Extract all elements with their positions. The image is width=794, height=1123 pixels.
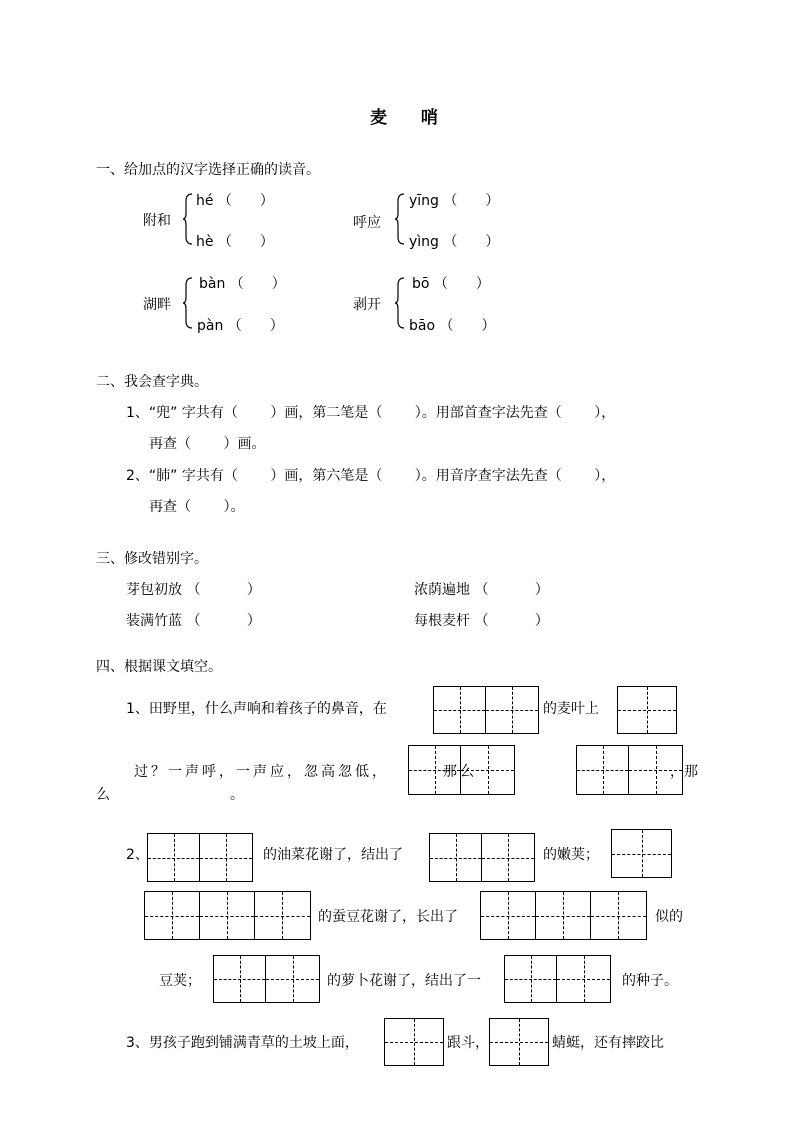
q2-text: 似的: [655, 909, 683, 925]
brace-icon: [183, 277, 193, 329]
q3-text: 蜻蜓，还有摔跤比: [552, 1035, 664, 1051]
writing-grid-2[interactable]: [504, 955, 611, 1003]
q1-text: 那么: [443, 764, 477, 780]
option-bo1: bō （ ）: [412, 276, 490, 292]
q3-text: 3、男孩子跑到铺满青草的土坡上面，: [126, 1035, 359, 1051]
q2-text: 的油菜花谢了，结出了: [263, 847, 403, 863]
option-ban4: bàn （ ）: [199, 276, 286, 292]
option-ying1: yīng （ ）: [409, 193, 500, 209]
section3-heading: 三、修改错别字。: [96, 551, 208, 567]
option-ying4: yìng （ ）: [409, 234, 500, 250]
question-1-line2: 再查（ ）画。: [149, 436, 266, 452]
writing-grid-2[interactable]: [429, 833, 535, 882]
q3-text: 跟斗，: [447, 1035, 489, 1051]
page-title: 麦 哨: [370, 108, 452, 128]
correction-item: 芽包初放 （ ）: [126, 582, 261, 598]
correction-item: 每根麦杆 （ ）: [414, 613, 549, 629]
brace-icon: [183, 193, 193, 245]
question-2-line1: 2、“肺” 字共有（ ）画，第六笔是（ ）。用音序查字法先查（ ），: [126, 468, 616, 484]
writing-grid-1[interactable]: [489, 1018, 549, 1066]
q1-text: 过？一声呼，一声应，忽高忽低，: [134, 764, 389, 780]
q2-text: 的蚕豆花谢了，长出了: [318, 909, 458, 925]
q2-text: 的种子。: [622, 973, 678, 989]
brace-icon: [395, 277, 405, 329]
correction-item: 装满竹蓝 （ ）: [126, 613, 261, 629]
q2-text: 的嫩荚；: [543, 847, 599, 863]
section4-heading: 四、根据课文填空。: [96, 659, 222, 675]
q2-text: 的萝卜花谢了，结出了一: [327, 973, 481, 989]
writing-grid-3[interactable]: [480, 891, 647, 940]
q1-text: 的麦叶上: [543, 701, 599, 717]
option-pan4: pàn （ ）: [197, 318, 284, 334]
option-bao1: bāo （ ）: [409, 318, 496, 334]
section1-heading: 一、给加点的汉字选择正确的读音。: [96, 162, 320, 178]
q1-text: ，那: [670, 764, 698, 780]
brace-icon: [395, 193, 405, 245]
writing-grid-1[interactable]: [611, 829, 672, 878]
question-2-line2: 再查（ ）。: [149, 499, 245, 515]
q1-text: 么: [96, 787, 110, 803]
writing-grid-2[interactable]: [213, 955, 320, 1003]
correction-item: 浓荫遍地 （ ）: [414, 582, 549, 598]
word-fuhe: 附和: [143, 213, 171, 229]
option-he4: hè （ ）: [196, 234, 274, 250]
q1-text: 1、田野里，什么声响和着孩子的鼻音，在: [126, 701, 387, 717]
writing-grid-2[interactable]: [576, 745, 683, 795]
writing-grid-1[interactable]: [617, 686, 677, 734]
word-hupan: 湖畔: [143, 297, 171, 313]
q2-text: 豆荚；: [159, 973, 201, 989]
section2-heading: 二、我会查字典。: [96, 374, 208, 390]
q1-text: 。: [230, 787, 244, 803]
writing-grid-3[interactable]: [144, 891, 311, 940]
option-he2: hé （ ）: [196, 193, 274, 209]
writing-grid-2[interactable]: [433, 686, 539, 734]
word-huying: 呼应: [353, 215, 381, 231]
q2-text: 2、: [126, 847, 149, 863]
question-1-line1: 1、“兜” 字共有（ ）画，第二笔是（ ）。用部首查字法先查（ ），: [126, 405, 616, 421]
writing-grid-2[interactable]: [147, 833, 253, 882]
writing-grid-1[interactable]: [384, 1018, 444, 1066]
word-bokai: 剥开: [353, 297, 381, 313]
